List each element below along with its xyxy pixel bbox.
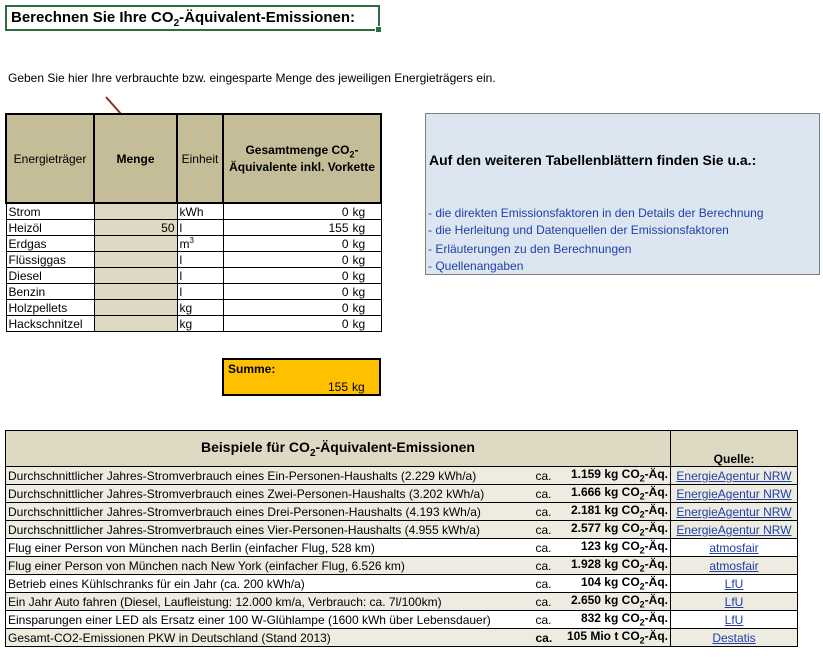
example-value: 1.928 kg $CO_2-Äq$. [562, 557, 671, 575]
summe-box [222, 358, 381, 396]
table-row [6, 521, 798, 539]
example-ca: ca. [536, 593, 562, 611]
sheet-title[interactable] [5, 5, 380, 31]
example-description: Durchschnittlicher Jahres-Stromverbrauch eines Ein-Personen-Haushalts (2.229 kWh/a) [6, 467, 536, 485]
table-row [6, 236, 381, 252]
example-ca: ca. [536, 503, 562, 521]
einheit-cell: l [177, 220, 223, 236]
table-row [6, 220, 381, 236]
info-item: - die direkten Emissionsfaktoren in den Details der Berechnung [428, 206, 764, 220]
source-link[interactable]: LfU [671, 593, 798, 611]
header-energietraeger: Energieträger [6, 114, 94, 203]
energy-name: Diesel [6, 268, 94, 284]
source-link[interactable]: EnergieAgentur NRW [671, 485, 798, 503]
source-link[interactable]: LfU [671, 611, 798, 629]
table-row [6, 284, 381, 300]
header-gesamtmenge: Gesamtmenge $CO_2$-Äquivalente inkl. Vorkette [223, 114, 381, 203]
info-item: - Quellenangaben [428, 259, 524, 273]
table-row [6, 316, 381, 332]
example-ca: ca. [536, 557, 562, 575]
menge-input[interactable] [94, 316, 177, 332]
example-description: Ein Jahr Auto fahren (Diesel, Laufleistung: 12.000 km/a, Verbrauch: ca. 7l/100km) [6, 593, 536, 611]
instruction-text: Geben Sie hier Ihre verbrauchte bzw. eingesparte Menge des jeweiligen Energieträgers ein. [8, 71, 496, 85]
menge-input[interactable]: 50 [94, 220, 177, 236]
table-row [6, 485, 798, 503]
example-description: Flug einer Person von München nach New York (einfacher Flug, 6.526 km) [6, 557, 536, 575]
total-cell: 0 kg [223, 316, 381, 332]
table-row [6, 467, 798, 485]
source-link[interactable]: LfU [671, 575, 798, 593]
table-row [6, 557, 798, 575]
example-value: 123 kg $CO_2-Äq$. [562, 539, 671, 557]
table-row [6, 300, 381, 316]
cell-selection-handle[interactable] [375, 26, 382, 33]
example-ca: ca. [536, 539, 562, 557]
total-cell: 0 kg [223, 252, 381, 268]
source-link[interactable]: EnergieAgentur NRW [671, 503, 798, 521]
info-box [425, 113, 820, 275]
example-value: 2.577 kg $CO_2-Äq$. [562, 521, 671, 539]
einheit-cell: l [177, 284, 223, 300]
example-description: Betrieb eines Kühlschranks für ein Jahr (ca. 200 kWh/a) [6, 575, 536, 593]
table-row [6, 539, 798, 557]
header-einheit: Einheit [177, 114, 223, 203]
total-cell: 0 kg [223, 284, 381, 300]
title-suffix: -Äquivalent-Emissionen: [179, 9, 355, 26]
source-header: Quelle: [671, 431, 798, 467]
calc-header-row [6, 114, 381, 203]
example-description: Gesamt-CO2-Emissionen PKW in Deutschland (Stand 2013) [6, 629, 536, 647]
energy-name: Benzin [6, 284, 94, 300]
table-row [6, 575, 798, 593]
examples-table [5, 430, 798, 647]
info-item: - Erläuterungen zu den Berechnungen [428, 242, 632, 256]
examples-header-row [6, 431, 798, 467]
total-cell: 0 kg [223, 300, 381, 316]
source-link[interactable]: atmosfair [671, 557, 798, 575]
table-row [6, 203, 381, 220]
einheit-cell: l [177, 268, 223, 284]
table-row [6, 252, 381, 268]
table-row [6, 593, 798, 611]
example-description: Flug einer Person von München nach Berlin (einfacher Flug, 528 km) [6, 539, 536, 557]
einheit-cell: kWh [177, 203, 223, 220]
example-description: Durchschnittlicher Jahres-Stromverbrauch eines Drei-Personen-Haushalts (4.193 kWh/a) [6, 503, 536, 521]
title-prefix: Berechnen Sie Ihre CO [11, 9, 174, 26]
table-row [6, 629, 798, 647]
calculation-table [5, 113, 382, 332]
example-ca: ca. [536, 629, 562, 647]
source-link[interactable]: Destatis [671, 629, 798, 647]
source-link[interactable]: EnergieAgentur NRW [671, 467, 798, 485]
example-value: 832 kg $CO_2-Äq$. [562, 611, 671, 629]
summe-label: Summe: [228, 362, 276, 376]
info-item: - die Herleitung und Datenquellen der Emissionsfaktoren [428, 223, 729, 237]
menge-input[interactable] [94, 284, 177, 300]
energy-name: Holzpellets [6, 300, 94, 316]
example-value: 2.650 kg $CO_2-Äq$. [562, 593, 671, 611]
example-value: 1.159 kg $CO_2-Äq$. [562, 467, 671, 485]
example-value: 105 Mio t $CO_2-Äq$. [562, 629, 671, 647]
total-cell: 155 kg [223, 220, 381, 236]
example-ca: ca. [536, 575, 562, 593]
table-row [6, 268, 381, 284]
table-row [6, 611, 798, 629]
title-sub: 2 [173, 18, 180, 29]
einheit-cell: kg [177, 300, 223, 316]
source-link[interactable]: atmosfair [671, 539, 798, 557]
example-description: Einsparungen einer LED als Ersatz einer 100 W-Glühlampe (1600 kWh über Lebensdauer) [6, 611, 536, 629]
info-heading: Auf den weiteren Tabellenblättern finden Sie u.a.: [429, 152, 757, 168]
summe-unit: kg [352, 380, 365, 394]
example-description: Durchschnittlicher Jahres-Stromverbrauch eines Vier-Personen-Haushalts (4.955 kWh/a) [6, 521, 536, 539]
menge-input[interactable] [94, 203, 177, 220]
total-cell: 0 kg [223, 236, 381, 252]
einheit-cell: $m^3$ [177, 236, 223, 252]
table-row [6, 503, 798, 521]
example-ca: ca. [536, 521, 562, 539]
energy-name: Erdgas [6, 236, 94, 252]
example-value: 2.181 kg $CO_2-Äq$. [562, 503, 671, 521]
example-ca: ca. [536, 611, 562, 629]
example-description: Durchschnittlicher Jahres-Stromverbrauch eines Zwei-Personen-Haushalts (3.202 kWh/a) [6, 485, 536, 503]
menge-input[interactable] [94, 252, 177, 268]
energy-name: Hackschnitzel [6, 316, 94, 332]
einheit-cell: l [177, 252, 223, 268]
total-cell: 0 kg [223, 203, 381, 220]
menge-input[interactable] [94, 300, 177, 316]
example-ca: ca. [536, 467, 562, 485]
total-cell: 0 kg [223, 268, 381, 284]
header-menge: Menge [94, 114, 177, 203]
example-value: 1.666 kg $CO_2-Äq$. [562, 485, 671, 503]
energy-name: Strom [6, 203, 94, 220]
source-link[interactable]: EnergieAgentur NRW [671, 521, 798, 539]
example-ca: ca. [536, 485, 562, 503]
energy-name: Flüssiggas [6, 252, 94, 268]
einheit-cell: kg [177, 316, 223, 332]
menge-input[interactable] [94, 268, 177, 284]
menge-input[interactable] [94, 236, 177, 252]
energy-name: Heizöl [6, 220, 94, 236]
examples-header: Beispiele für $CO_2-Äquivalent$-Emissionen [6, 431, 671, 467]
example-value: 104 kg $CO_2-Äq$. [562, 575, 671, 593]
summe-value: 155 [327, 380, 348, 394]
